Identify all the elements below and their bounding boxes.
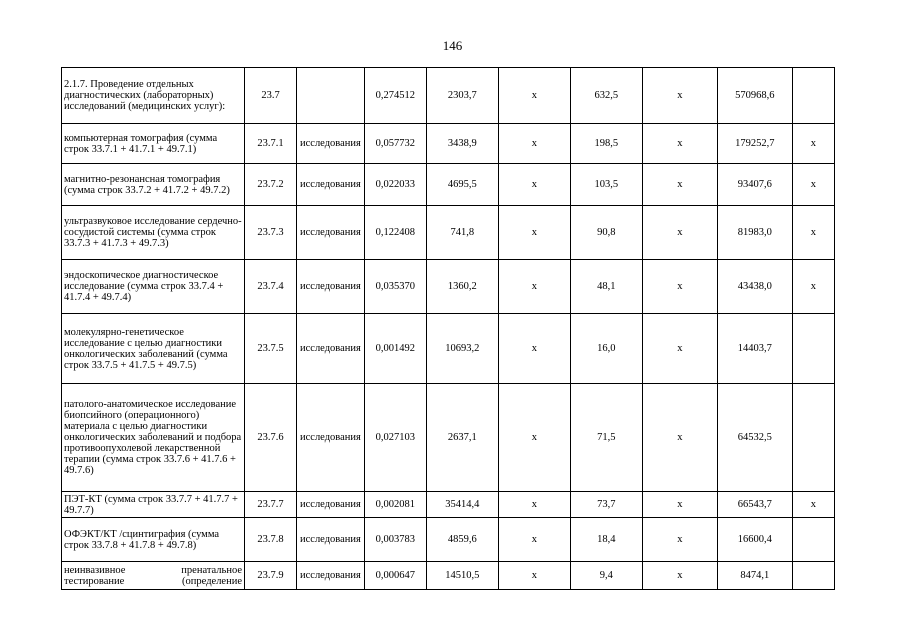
x-cell — [792, 562, 834, 590]
financial-norm-cell: 71,5 — [570, 384, 642, 492]
x-cell — [792, 518, 834, 562]
page-number: 146 — [442, 38, 463, 53]
volume-norm-cell: 0,000647 — [364, 562, 426, 590]
x-cell: х — [642, 206, 717, 260]
x-cell: х — [498, 314, 570, 384]
x-cell: х — [498, 260, 570, 314]
x-cell — [792, 314, 834, 384]
line-code-cell: 23.7.2 — [245, 164, 297, 206]
x-cell: х — [792, 206, 834, 260]
row-name-cell: патолого-анатомическое исследование биопсийного (операционного) материала с целью диагностики онкологических заболеваний и подбора противоопухолевой лекарственной терапии (сумма строк 33.7.6 + 41.7.6 + 49.7.6) — [62, 384, 245, 492]
line-code-cell: 23.7.3 — [245, 206, 297, 260]
cost-norm-cell: 14510,5 — [426, 562, 498, 590]
x-cell: х — [498, 562, 570, 590]
unit-cell: исследования — [297, 314, 365, 384]
x-cell: х — [498, 164, 570, 206]
financial-norm-cell: 73,7 — [570, 492, 642, 518]
cost-norm-cell: 1360,2 — [426, 260, 498, 314]
cost-norm-cell: 35414,4 — [426, 492, 498, 518]
row-name-cell: неинвазивное пренатальное тестирование (определение — [62, 562, 245, 590]
financial-norm-cell: 9,4 — [570, 562, 642, 590]
line-code-cell: 23.7.9 — [245, 562, 297, 590]
data-table — [61, 67, 835, 590]
x-cell: х — [498, 124, 570, 164]
row-name-cell: молекулярно-генетическое исследование с целью диагностики онкологических заболеваний (сумма строк 33.7.5 + 41.7.5 + 49.7.5) — [62, 314, 245, 384]
x-cell: х — [642, 164, 717, 206]
x-cell: х — [642, 384, 717, 492]
line-code-cell: 23.7.4 — [245, 260, 297, 314]
total-cell: 570968,6 — [717, 68, 792, 124]
cost-norm-cell: 3438,9 — [426, 124, 498, 164]
cost-norm-cell: 10693,2 — [426, 314, 498, 384]
total-cell: 64532,5 — [717, 384, 792, 492]
volume-norm-cell: 0,003783 — [364, 518, 426, 562]
x-cell: х — [792, 164, 834, 206]
financial-norm-cell: 16,0 — [570, 314, 642, 384]
table-row — [62, 206, 835, 260]
cost-norm-cell: 2303,7 — [426, 68, 498, 124]
x-cell: х — [642, 314, 717, 384]
total-cell: 179252,7 — [717, 124, 792, 164]
cost-norm-cell: 741,8 — [426, 206, 498, 260]
table-row — [62, 314, 835, 384]
total-cell: 66543,7 — [717, 492, 792, 518]
table-row — [62, 518, 835, 562]
line-code-cell: 23.7.5 — [245, 314, 297, 384]
line-code-cell: 23.7.6 — [245, 384, 297, 492]
volume-norm-cell: 0,027103 — [364, 384, 426, 492]
row-name-cell: компьютерная томография (сумма строк 33.7.1 + 41.7.1 + 49.7.1) — [62, 124, 245, 164]
x-cell: х — [642, 260, 717, 314]
volume-norm-cell: 0,002081 — [364, 492, 426, 518]
total-cell: 8474,1 — [717, 562, 792, 590]
financial-norm-cell: 103,5 — [570, 164, 642, 206]
row-name-cell: магнитно-резонансная томография (сумма строк 33.7.2 + 41.7.2 + 49.7.2) — [62, 164, 245, 206]
volume-norm-cell: 0,122408 — [364, 206, 426, 260]
total-cell: 16600,4 — [717, 518, 792, 562]
unit-cell — [297, 68, 365, 124]
x-cell: х — [642, 68, 717, 124]
unit-cell: исследования — [297, 518, 365, 562]
line-code-cell: 23.7.7 — [245, 492, 297, 518]
volume-norm-cell: 0,001492 — [364, 314, 426, 384]
x-cell — [792, 384, 834, 492]
row-name-cell: эндоскопическое диагностическое исследование (сумма строк 33.7.4 + 41.7.4 + 49.7.4) — [62, 260, 245, 314]
x-cell: х — [642, 492, 717, 518]
row-name-cell: ПЭТ-КТ (сумма строк 33.7.7 + 41.7.7 + 49.7.7) — [62, 492, 245, 518]
table-row — [62, 68, 835, 124]
total-cell: 93407,6 — [717, 164, 792, 206]
volume-norm-cell: 0,274512 — [364, 68, 426, 124]
x-cell: х — [642, 518, 717, 562]
financial-norm-cell: 48,1 — [570, 260, 642, 314]
x-cell: х — [498, 518, 570, 562]
volume-norm-cell: 0,057732 — [364, 124, 426, 164]
row-name-cell: ОФЭКТ/КТ /сцинтиграфия (сумма строк 33.7.8 + 41.7.8 + 49.7.8) — [62, 518, 245, 562]
unit-cell: исследования — [297, 384, 365, 492]
financial-norm-cell: 90,8 — [570, 206, 642, 260]
total-cell: 43438,0 — [717, 260, 792, 314]
line-code-cell: 23.7 — [245, 68, 297, 124]
financial-norm-cell: 632,5 — [570, 68, 642, 124]
unit-cell: исследования — [297, 164, 365, 206]
table-row — [62, 492, 835, 518]
unit-cell: исследования — [297, 492, 365, 518]
volume-norm-cell: 0,035370 — [364, 260, 426, 314]
financial-norm-cell: 18,4 — [570, 518, 642, 562]
x-cell: х — [498, 206, 570, 260]
table-row — [62, 562, 835, 590]
x-cell: х — [642, 562, 717, 590]
line-code-cell: 23.7.1 — [245, 124, 297, 164]
x-cell: х — [792, 260, 834, 314]
x-cell: х — [498, 384, 570, 492]
table-row — [62, 260, 835, 314]
financial-norm-cell: 198,5 — [570, 124, 642, 164]
x-cell: х — [642, 124, 717, 164]
row-name-cell: 2.1.7. Проведение отдельных диагностических (лабораторных) исследований (медицинских услуг): — [62, 68, 245, 124]
cost-norm-cell: 2637,1 — [426, 384, 498, 492]
unit-cell: исследования — [297, 260, 365, 314]
cost-norm-cell: 4695,5 — [426, 164, 498, 206]
total-cell: 14403,7 — [717, 314, 792, 384]
x-cell: х — [498, 492, 570, 518]
x-cell — [792, 68, 834, 124]
total-cell: 81983,0 — [717, 206, 792, 260]
row-name-cell: ультразвуковое исследование сердечно-сосудистой системы (сумма строк 33.7.3 + 41.7.3 + 49.7.3) — [62, 206, 245, 260]
unit-cell: исследования — [297, 562, 365, 590]
line-code-cell: 23.7.8 — [245, 518, 297, 562]
x-cell: х — [792, 124, 834, 164]
table-row — [62, 384, 835, 492]
cost-norm-cell: 4859,6 — [426, 518, 498, 562]
x-cell: х — [498, 68, 570, 124]
x-cell: х — [792, 492, 834, 518]
table-row — [62, 124, 835, 164]
volume-norm-cell: 0,022033 — [364, 164, 426, 206]
table-row — [62, 164, 835, 206]
unit-cell: исследования — [297, 124, 365, 164]
unit-cell: исследования — [297, 206, 365, 260]
